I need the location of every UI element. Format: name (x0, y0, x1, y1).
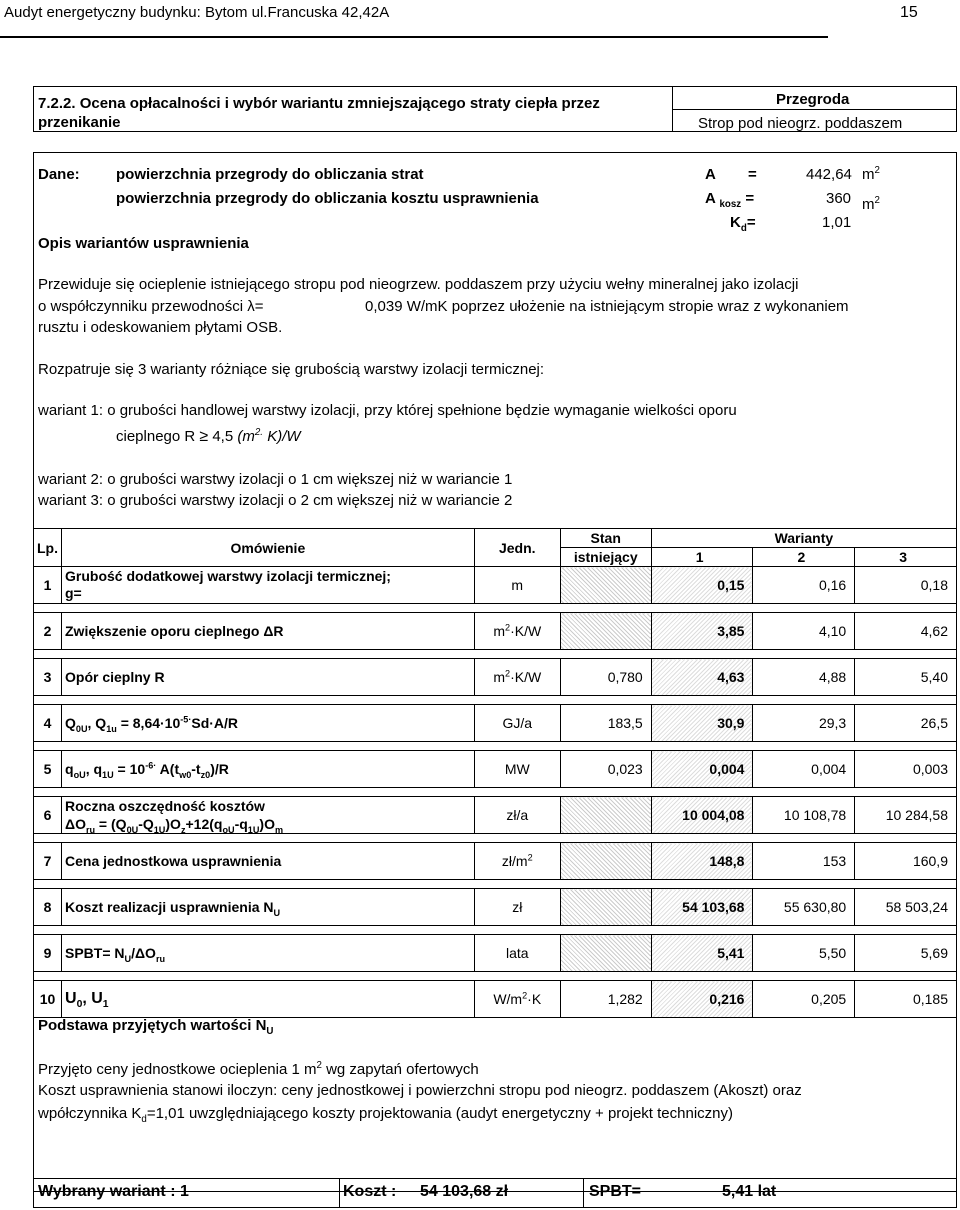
opis-line-2b: 0,039 W/mK poprzez ułożenie na istniejącym stropie wraz z wykonaniem (365, 298, 849, 315)
podstawa-title: Podstawa przyjętych wartości $N_U$ (38, 1017, 274, 1037)
table-row: 6 Roczna oszczędność kosztów $\Delta O_{ru} = (Q_{0U}-Q_{1U})O_z+12(q_{oU}-q_{1U})O_m$ zł/a 10 004,08 10 108,78 10 284,58 (34, 797, 957, 834)
variants-table (33, 528, 957, 1018)
page-number: 15 (900, 4, 918, 21)
summary-koszt-value: 54 103,68 zł (420, 1183, 509, 1200)
summary-wybrany: Wybrany wariant : 1 (38, 1183, 189, 1200)
table-row: 9 SPBT= $N_U/\Delta O_{ru}$ lata 5,41 5,50 5,69 (34, 935, 957, 972)
col-v3-header: 3 (855, 548, 957, 567)
podstawa-line-2: Koszt usprawnienia stanowi iloczyn: ceny jednostkowej i powierzchni stropu pod nieogrz. poddaszem (Akoszt) oraz (38, 1082, 802, 1099)
wariant1-line-b: cieplnego R ≥ 4,5 ($m^{2.}$ K)/W (116, 427, 301, 445)
greater-equal-icon: ≥ (199, 428, 209, 445)
table-row: 4 $Q_{0U}$, $Q_{1u} = 8,64\cdot 10^{-5\cdot}Sd\cdot A/R$ GJ/a 183,5 30,9 29,3 26,5 (34, 705, 957, 742)
summary-spbt-value: 5,41 lat (722, 1183, 777, 1200)
summary-koszt-label: Koszt : (343, 1183, 397, 1200)
col-lp-header: Lp. (34, 529, 62, 567)
header-rule (0, 36, 828, 38)
col-stan-header-1: Stan (560, 529, 651, 548)
table-row: 2 Zwiększenie oporu cieplnego ΔR $m^2\cdot K/W$ 3,85 4,10 4,62 (34, 613, 957, 650)
dane-row1-symbol: A (705, 166, 716, 183)
opis-label: Opis wariantów usprawnienia (38, 235, 249, 252)
przegroda-value: Strop pod nieogrz. poddaszem (698, 115, 903, 132)
table-header-row-1 (34, 529, 957, 548)
table-row: 1 Grubość dodatkowej warstwy izolacji termicznej; g= m 0,15 0,16 0,18 (34, 567, 957, 604)
summary-spbt-label: SPBT= (589, 1183, 642, 1200)
table-row: 3 Opór cieplny R $m^2\cdot K/W$ 0,780 4,63 4,88 5,40 (34, 659, 957, 696)
wariant1-line-a: wariant 1: o grubości handlowej warstwy izolacji, przy której spełnione będzie wymaganie wielkości oporu (38, 402, 737, 419)
dane-row2-text: powierzchnia przegrody do obliczania kosztu usprawnienia (116, 190, 539, 207)
table-row: 10 $U_0$, $U_1$ $W/m^2\cdot K$ 1,282 0,216 0,205 0,185 (34, 981, 957, 1018)
col-stan-header-2: istniejący (560, 548, 651, 567)
dane-row3-value: 1,01 (822, 214, 852, 231)
dane-row2-unit: $m^2$ (862, 195, 880, 213)
dane-row2-symbol: A $_{kosz}$ = (705, 190, 755, 210)
dane-label: Dane: (38, 166, 80, 183)
podstawa-line-1: Przyjęto ceny jednostkowe ocieplenia 1 $m^2$ wg zapytań ofertowych (38, 1060, 479, 1078)
rozpatruje-text: Rozpatruje się 3 warianty różniące się grubością warstwy izolacji termicznej: (38, 361, 545, 378)
podstawa-line-3: wpółczynnika $K_d=1,01$ uwzględniającego koszty projektowania (audyt energetyczny + projekt techniczny) (38, 1105, 733, 1125)
dane-row1-text: powierzchnia przegrody do obliczania strat (116, 166, 424, 183)
wariant3-text: wariant 3: o grubości warstwy izolacji o 2 cm większej niż w wariancie 2 (38, 492, 513, 509)
dane-row1-eq: = (748, 166, 757, 183)
section-title: 7.2.2. Ocena opłacalności i wybór wariantu zmniejszającego straty ciepła przez przenikanie (38, 95, 600, 131)
przegroda-label: Przegroda (776, 91, 850, 108)
table-row: 8 Koszt realizacji usprawnienia $N_U$ zł 54 103,68 55 630,80 58 503,24 (34, 889, 957, 926)
dane-row1-value: 442,64 (806, 166, 852, 183)
col-warianty-header: Warianty (651, 529, 956, 548)
document-header-title: Audyt energetyczny budynku: Bytom ul.Francuska 42,42A (4, 4, 390, 21)
opis-line-3: rusztu i odeskowaniem płytami OSB. (38, 319, 283, 336)
opis-line-1: Przewiduje się ocieplenie istniejącego stropu pod nieogrzew. poddaszem przy użyciu wełny mineralnej jako izolacji (38, 276, 799, 293)
dane-row1-unit: $m^2$ (862, 165, 880, 183)
table-row: 5 $q_{oU}$, $q_{1U} = 10^{-6\cdot}$ $A(t_{w0}-t_{z0})/R$ MW 0,023 0,004 0,004 0,003 (34, 751, 957, 788)
wariant2-text: wariant 2: o grubości warstwy izolacji o 1 cm większej niż w wariancie 1 (38, 471, 513, 488)
col-omowienie-header: Omówienie (62, 529, 475, 567)
col-v1-header: 1 (651, 548, 753, 567)
col-jedn-header: Jedn. (474, 529, 560, 567)
col-v2-header: 2 (753, 548, 855, 567)
dane-row3-symbol: $K_d=$ (730, 214, 756, 234)
dane-row2-value: 360 (826, 190, 852, 207)
table-row: 7 Cena jednostkowa usprawnienia $zł/m^2$ 148,8 153 160,9 (34, 843, 957, 880)
opis-line-2a: o współczynniku przewodności λ= (38, 298, 264, 315)
